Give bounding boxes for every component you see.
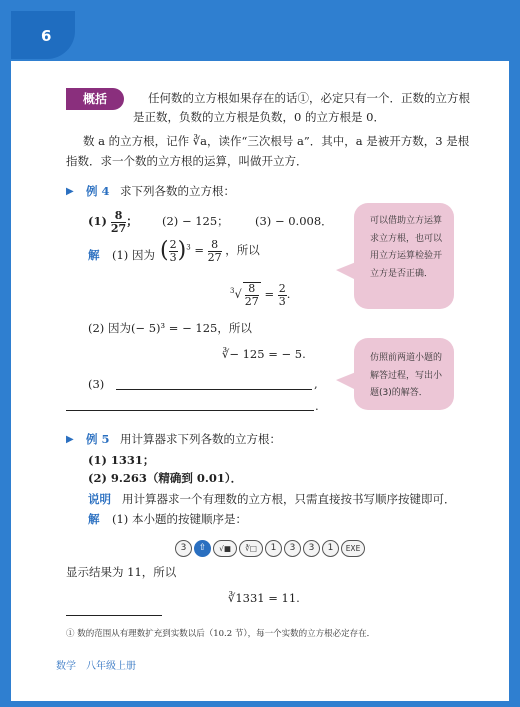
- tip-bubble-1-tail: [336, 262, 356, 280]
- page-header-band: [11, 11, 509, 61]
- ex4-item3: (3) − 0.008．: [255, 214, 333, 228]
- ex5-solution-label: 解: [88, 512, 100, 526]
- footnote: ① 数的范围从有理数扩充到实数以后（10.2 节），每一个实数的立方根必定存在．: [66, 629, 376, 639]
- cbrt-key-icon: ∛□: [239, 540, 263, 557]
- example5-prompt: 用计算器求下列各数的立方根：: [120, 432, 281, 446]
- ex4-sol2-equation: ∛− 125 = − 5.: [222, 347, 306, 361]
- key-1: 1: [322, 540, 339, 557]
- key-1: 1: [265, 540, 282, 557]
- tip-bubble-2-tail: [336, 372, 356, 390]
- ex5-item2: (2) 9.263（精确到 0.01）．: [88, 471, 243, 485]
- tip-bubble-1: [354, 203, 454, 309]
- key-3: 3: [175, 540, 192, 557]
- summary-badge: 概括: [66, 88, 124, 110]
- definition-line-1: 数 a 的立方根，记作 ∛a，读作“三次根号 a”．其中，a 是被开方数，3 是根: [83, 134, 470, 148]
- tip-bubble-2: [354, 338, 454, 410]
- ex4-item1: (1) $\frac{8}{27}$ ；: [88, 209, 138, 235]
- ex4-sol1-equation: $^3$√ $\frac{8}{27}$ = $\frac{2}{3}$ .: [230, 282, 291, 308]
- ex4-sol3-label: (3): [88, 377, 105, 391]
- summary-line-1: 任何数的立方根如果存在的话①，必定只有一个．正数的立方根: [148, 91, 470, 105]
- answer-blank-line-2: [66, 410, 314, 411]
- ex4-item2: (2) − 125；: [162, 214, 229, 228]
- page-number-tab: [11, 11, 75, 59]
- example4-title: 例 4: [86, 184, 110, 198]
- answer-blank-line-1: [116, 389, 312, 390]
- key-3: 3: [284, 540, 301, 557]
- footnote-rule: [66, 615, 162, 616]
- ex5-note: 用计算器求一个有理数的立方根，只需直接按书写顺序按键即可．: [122, 492, 456, 506]
- ex5-item1: (1) 1331；: [88, 453, 155, 467]
- ex4-sol1-text: (1) 因为: [112, 248, 155, 262]
- page-number: 6: [41, 27, 52, 45]
- tip-bubble-2-text: 仿照前两道小题的解答过程，写出小题(3)的解答．: [370, 353, 443, 399]
- calculator-key-sequence: [175, 538, 367, 556]
- example-arrow-icon: ▶: [66, 434, 74, 445]
- ex5-sol1: (1) 本小题的按键顺序是：: [112, 512, 247, 526]
- example4-prompt: 求下列各数的立方根：: [120, 184, 235, 198]
- example5-title: 例 5: [86, 432, 110, 446]
- ex5-display-text: 显示结果为 11，所以: [66, 565, 177, 579]
- ex4-sol1-expr: ( $\frac{2}{3}$ )$^3$ = $\frac{8}{27}$ ，所以: [160, 238, 260, 264]
- summary-line-2: 是正数，负数的立方根是负数，0 的立方根是 0．: [133, 110, 385, 124]
- exe-key-icon: EXE: [341, 540, 365, 557]
- shift-key-icon: ⇧: [194, 540, 211, 557]
- tip-bubble-1-text: 可以借助立方运算求立方根，也可以用立方运算检验开立方是否正确．: [370, 216, 443, 279]
- definition-line-2: 指数．求一个数的立方根的运算，叫做开立方．: [66, 154, 308, 168]
- ex4-solution-label: 解: [88, 248, 100, 262]
- book-label: 数学 八年级上册: [56, 661, 136, 672]
- ex4-sol2-text: (2) 因为(− 5)³ = − 125，所以: [88, 321, 252, 335]
- key-3: 3: [303, 540, 320, 557]
- ex5-note-label: 说明: [88, 492, 111, 506]
- ex5-result-equation: ∛1331 = 11.: [228, 591, 300, 605]
- sqrt-key-icon: √■: [213, 540, 237, 557]
- example-arrow-icon: ▶: [66, 186, 74, 197]
